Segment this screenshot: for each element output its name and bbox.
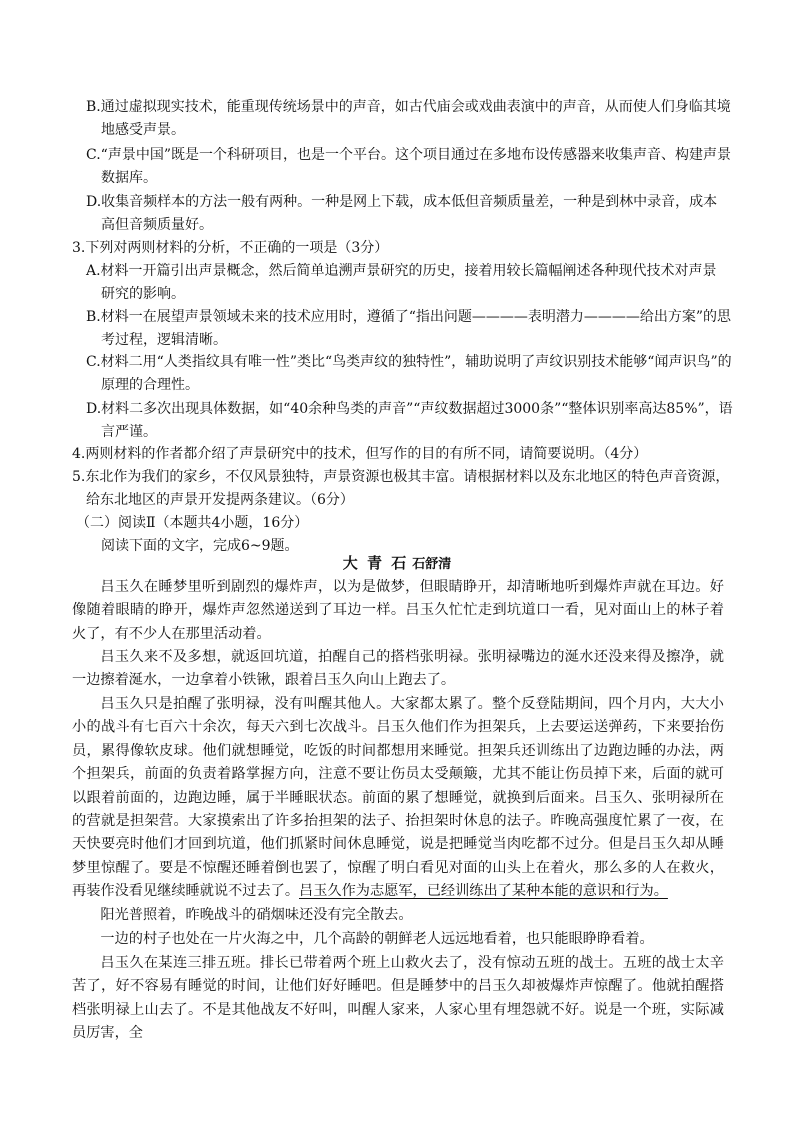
story-author: 石舒清 (412, 557, 452, 572)
section-instruction: 阅读下面的文字，完成6~9题。 (101, 538, 299, 554)
q2-option-d-line2: 高但音频质量好。 (101, 217, 213, 233)
q5-line2: 给东北地区的声景开发提两条建议。（6分） (86, 492, 354, 508)
story-title-text: 大 青 石 (342, 554, 409, 572)
q2-option-c-line1: C.“声景中国”既是一个科研项目，也是一个平台。这个项目通过在多地布设传感器来收集声音、构建声景 (86, 147, 731, 163)
story-paragraph-2: 吕玉久来不及多想，就返回坑道，拍醒自己的搭档张明禄。张明禄嘴边的涎水还没来得及擦净，就一边擦着涎水，一边拿着小铁锹，跟着吕玉久向山上跑去了。 (72, 649, 724, 689)
q3-option-a-line2: 研究的影响。 (101, 286, 185, 302)
section-heading: （二）阅读Ⅱ（本题共4小题，16分） (76, 515, 309, 531)
story-paragraph-5: 一边的村子也处在一片火海之中，几个高龄的朝鲜老人远远地看着，也只能眼睁睁看着。 (100, 931, 654, 947)
q3-option-c-line1: C.材料二用“人类指纹具有唯一性”类比“鸟类声纹的独特性”，辅助说明了声纹识别技术能够“闻声识鸟”的 (86, 354, 732, 370)
q3-stem: 3.下列对两则材料的分析，不正确的一项是（3分） (72, 240, 389, 256)
story-paragraph-3-text: 吕玉久只是拍醒了张明禄，没有叫醒其他人。大家都太累了。整个反登陆期间，四个月内，大大小小的战斗有七百六十余次，每天六到七次战斗。吕玉久他们作为担架兵，上去要运送弹药，下来要抬伤员，累得像软皮球。他们就想睡觉，吃饭的时间都想用来睡觉。担架兵还训练出了边跑边睡的办法，两个担架兵，前面的负责着路掌握方向，注意不要让伤员太受颠簸，尤其不能让伤员掉下来，后面的就可以跟着前面的，边跑边睡，属于半睡眠状态。前面的累了想睡觉，就换到后面来。吕玉久、张明禄所在的营就是担架营。大家摸索出了许多抬担架的法子、抬担架时休息的法子。昨晚高强度忙累了一夜，在天快要亮时他们才回到坑道，他们抓紧时间休息睡觉，说是把睡觉当肉吃都不过分。但是吕玉久却从睡梦里惊醒了。要是不惊醒还睡着倒也罢了，惊醒了明白看见对面的山头上在着火，那么多的人在救火，再装作没看见继续睡就说不过去了。 (72, 696, 724, 900)
q2-option-c-line2: 数据库。 (101, 170, 157, 186)
story-paragraph-3 (72, 693, 724, 904)
q2-option-b-line2: 地感受声景。 (101, 122, 185, 138)
q3-option-d-line1: D.材料二多次出现具体数据，如“40余种鸟类的声音”“声纹数据超过3000条”“整体识别率高达85%”，语 (86, 401, 733, 417)
story-title (0, 552, 794, 573)
q3-option-d-line2: 言严谨。 (101, 424, 157, 440)
story-paragraph-4: 阳光普照着，昨晚战斗的硝烟味还没有完全散去。 (100, 907, 413, 923)
story-paragraph-1: 吕玉久在睡梦里听到剧烈的爆炸声，以为是做梦，但眼睛睁开，却清晰地听到爆炸声就在耳边。好像随着眼睛的睁开，爆炸声忽然递送到了耳边一样。吕玉久忙忙走到坑道口一看，见对面山上的林子着火了，有不少人在那里活动着。 (72, 579, 724, 642)
q5-line1: 5.东北作为我们的家乡，不仅风景独特，声景资源也极其丰富。请根据材料以及东北地区的特色声音资源， (72, 469, 730, 485)
q2-option-b-line1: B.通过虚拟现实技术，能重现传统场景中的声音，如古代庙会或戏曲表演中的声音，从而使人们身临其境 (86, 99, 731, 115)
story-paragraph-6: 吕玉久在某连三排五班。排长已带着两个班上山救火去了，没有惊动五班的战士。五班的战士太辛苦了，好不容易有睡觉的时间，让他们好好睡吧。但是睡梦中的吕玉久却被爆炸声惊醒了。他就拍醒搭档张明禄上山去了。不是其他战友不好叫，叫醒人家来，人家心里有埋怨就不好。说是一个班，实际减员厉害，全 (72, 955, 724, 1042)
q2-option-d-line1: D.收集音频样本的方法一般有两种。一种是网上下载，成本低但音频质量差，一种是到林中录音，成本 (86, 194, 718, 210)
q3-option-b-line1: B.材料一在展望声景领域未来的技术应用时，遵循了“指出问题————表明潜力————给出方案”的思 (86, 309, 732, 325)
q3-option-a-line1: A.材料一开篇引出声景概念，然后简单追溯声景研究的历史，接着用较长篇幅阐述各种现代技术对声景 (86, 263, 717, 279)
q3-option-c-line2: 原理的合理性。 (101, 377, 199, 393)
q3-option-b-line2: 考过程，逻辑清晰。 (101, 332, 227, 348)
underlined-sentence: 吕玉久作为志愿军，已经训练出了某种本能的意识和行为。 (299, 883, 668, 900)
q4-text: 4.两则材料的作者都介绍了声景研究中的技术，但写作的目的有所不同，请简要说明。（4分） (72, 446, 648, 462)
